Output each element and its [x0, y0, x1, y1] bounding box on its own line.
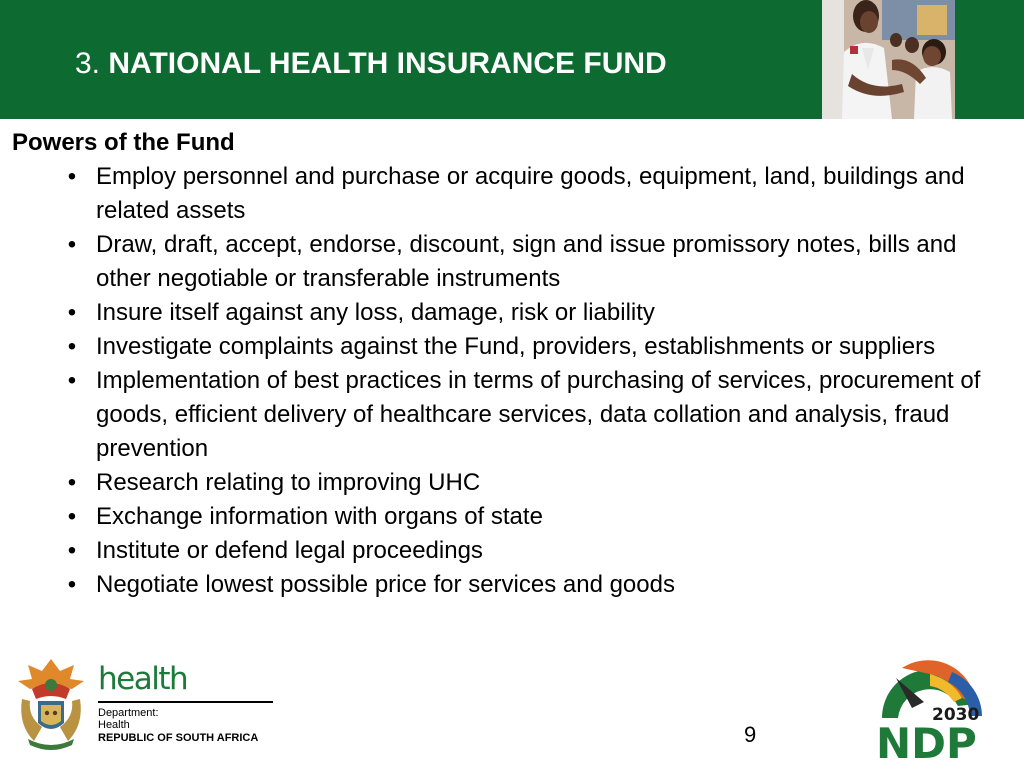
country-name: REPUBLIC OF SOUTH AFRICA — [98, 732, 259, 744]
divider — [98, 701, 273, 703]
bullet-icon: • — [67, 163, 77, 190]
bullet-icon: • — [67, 469, 77, 496]
list-item — [12, 466, 1012, 500]
list-item — [12, 364, 1012, 466]
ndp-year: 2030 — [932, 705, 980, 725]
list-item — [12, 534, 1012, 568]
list-item-text: Institute or defend legal proceedings — [96, 537, 483, 564]
dept-label: Department: — [98, 707, 159, 719]
list-item-text: Employ personnel and purchase or acquire goods, equipment, land, buildings and related assets — [96, 163, 965, 224]
bullet-icon: • — [67, 299, 77, 326]
title-text: NATIONAL HEALTH INSURANCE FUND — [108, 47, 667, 80]
dept-name: Health — [98, 719, 130, 731]
ndp-letters: NDP — [876, 719, 977, 762]
bullet-icon: • — [67, 333, 77, 360]
list-item — [12, 160, 1012, 228]
title-banner — [0, 0, 1024, 119]
list-item — [12, 500, 1012, 534]
bullet-icon: • — [67, 503, 77, 530]
health-wordmark: health — [98, 661, 188, 697]
bullet-icon: • — [67, 367, 77, 394]
slide-title — [75, 44, 667, 84]
list-item — [12, 296, 1012, 330]
ndp-2030-logo-icon — [872, 658, 996, 762]
list-item-text: Exchange information with organs of state — [96, 503, 543, 530]
list-item — [12, 330, 1012, 364]
list-item-text: Draw, draft, accept, endorse, discount, sign and issue promissory notes, bills and other negotiable or transferable instruments — [96, 231, 957, 292]
list-item-text: Insure itself against any loss, damage, risk or liability — [96, 299, 655, 326]
slide-body — [12, 126, 1012, 602]
department-logo — [14, 655, 279, 755]
list-item-text: Negotiate lowest possible price for services and goods — [96, 571, 675, 598]
section-heading: Powers of the Fund — [12, 129, 235, 156]
powers-list — [12, 160, 1012, 602]
list-item — [12, 228, 1012, 296]
page-number: 9 — [744, 722, 757, 747]
nurse-children-photo — [822, 0, 955, 119]
bullet-icon: • — [67, 537, 77, 564]
bullet-icon: • — [67, 571, 77, 598]
header-photo — [822, 0, 955, 119]
title-number: 3. — [75, 47, 101, 80]
coat-of-arms-icon — [14, 655, 88, 751]
bullet-icon: • — [67, 231, 77, 258]
list-item-text: Implementation of best practices in terms of purchasing of services, procurement of goods, efficient delivery of healthcare services, data collation and analysis, fraud prevention — [96, 367, 981, 462]
ndp-logo — [872, 658, 996, 762]
list-item-text: Research relating to improving UHC — [96, 469, 481, 496]
list-item — [12, 568, 1012, 602]
list-item-text: Investigate complaints against the Fund, providers, establishments or suppliers — [96, 333, 936, 360]
